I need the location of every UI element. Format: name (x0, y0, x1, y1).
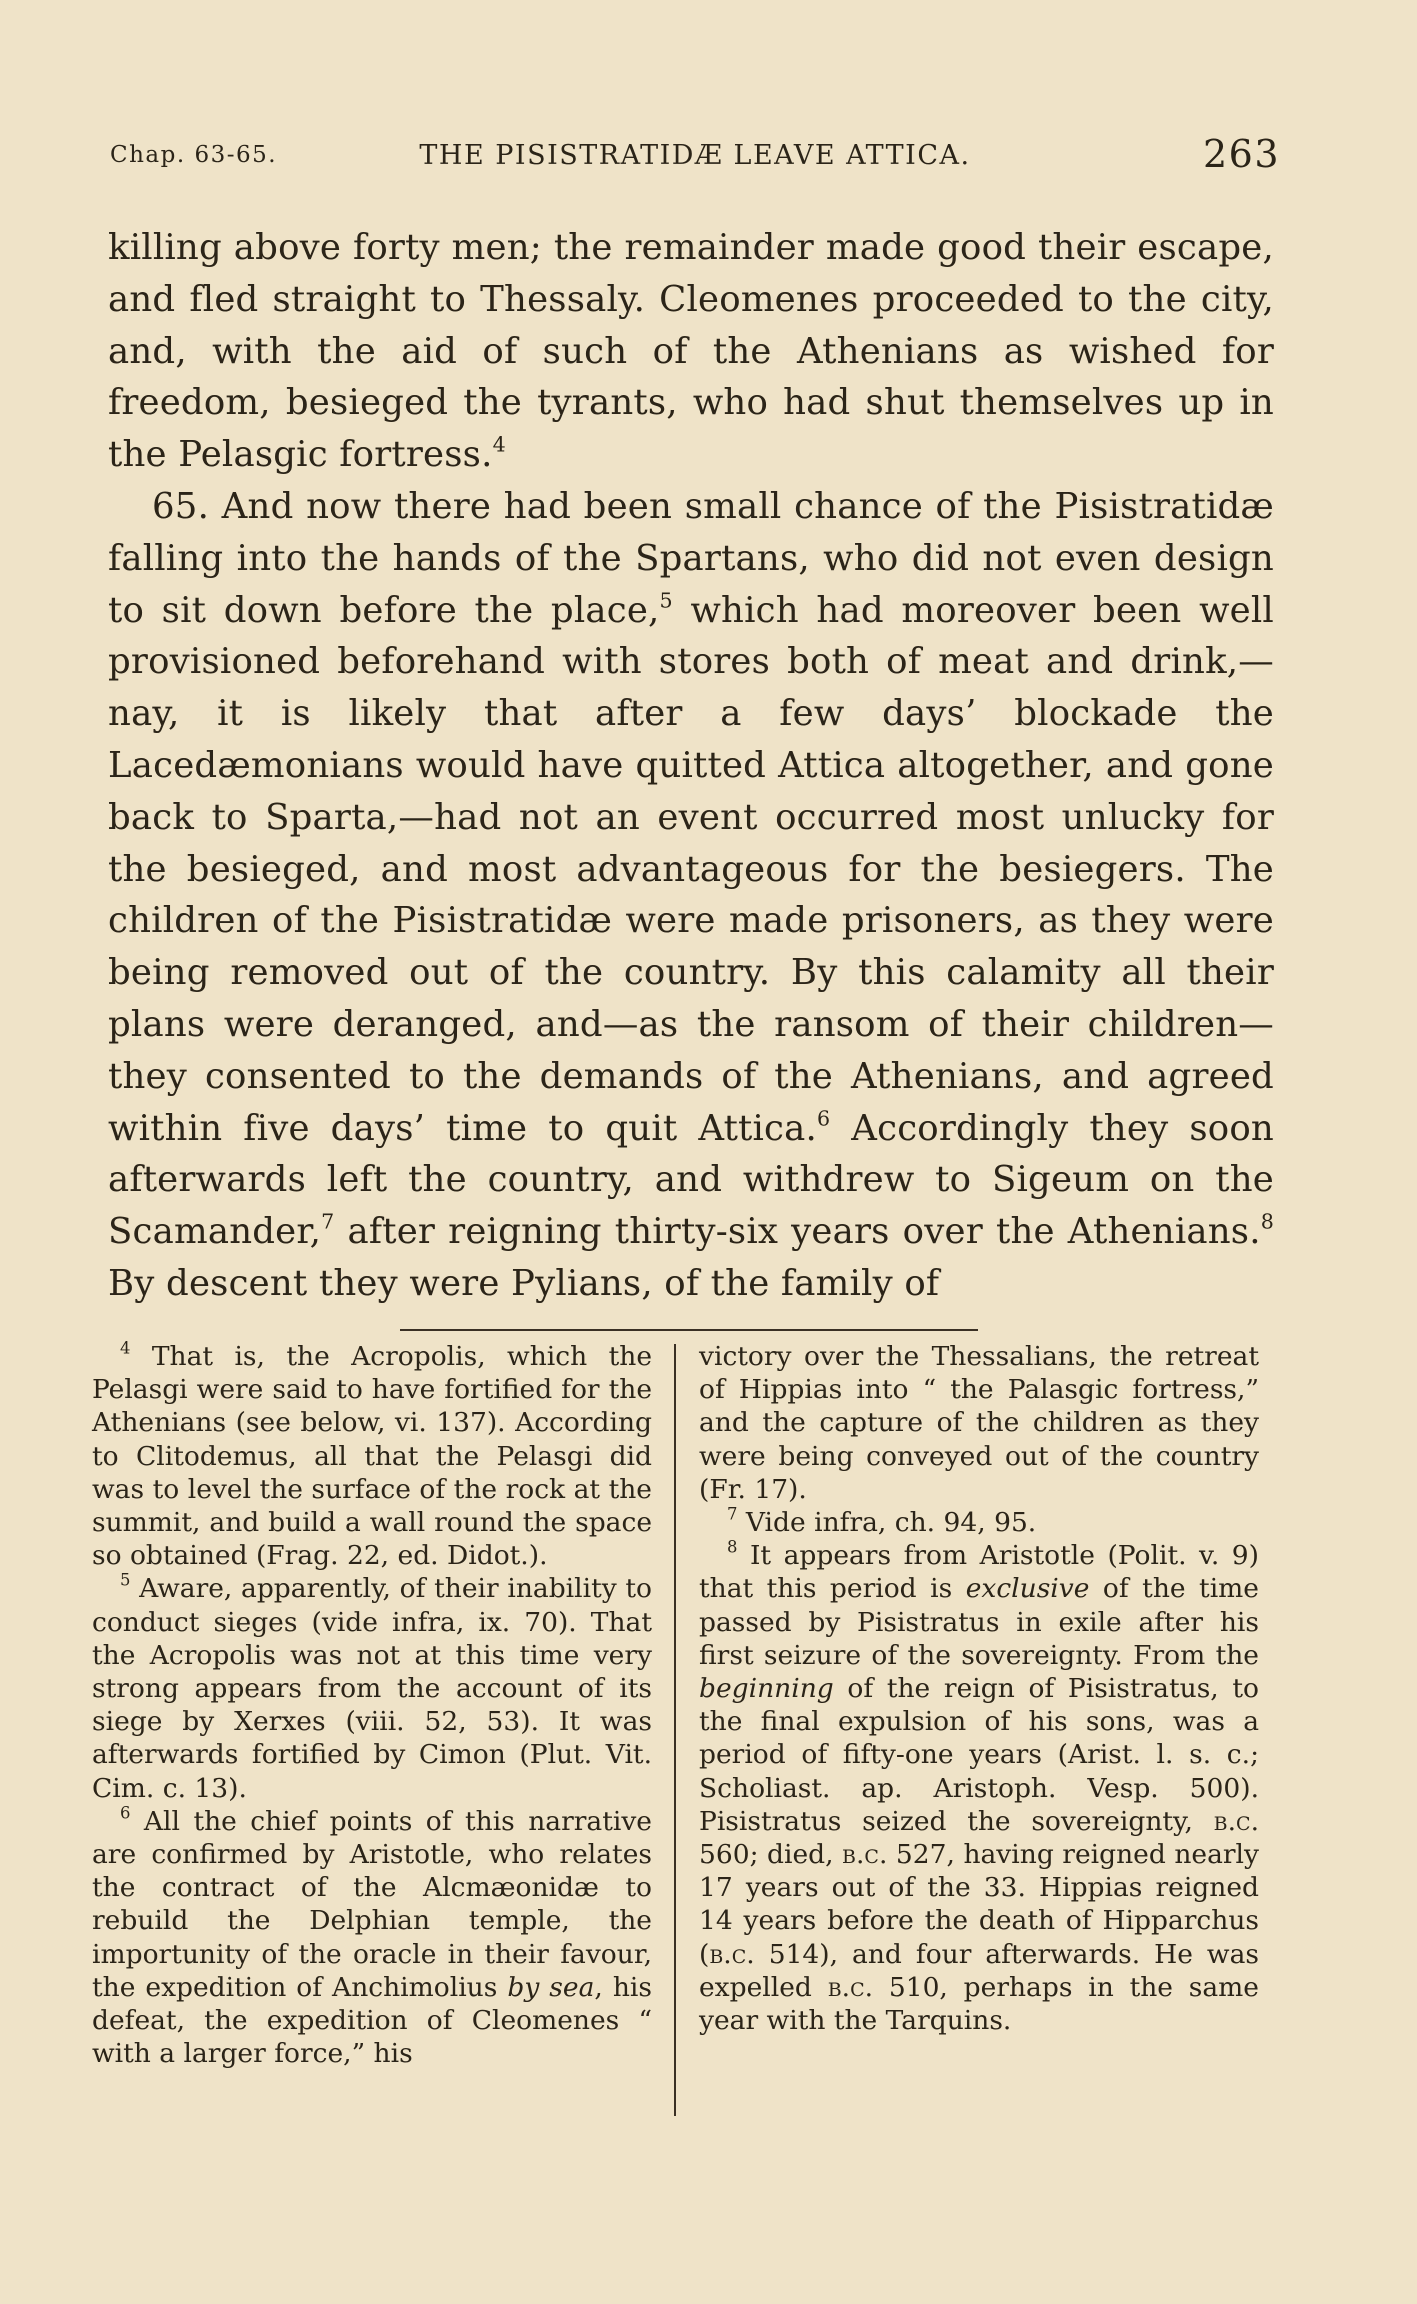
paragraph-text: which had moreover been well provisioned beforehand with stores both of meat and drink,—nay, it is likely that after a few days’ blockade the Lacedæmonians would have quitted Attica altogether, and gone back to Sparta,—had not an event occurred most unlucky for the besieged, and most advantageous for the besiegers. The children of the Pisistratidæ were made prisoners, as they were being removed out of the country. By this calamity all their plans were deranged, and—as the ransom of their children—they consented to the demands of the Athenians, and agreed within five days’ time to quit Attica. (108, 589, 1274, 1149)
main-text (108, 222, 1274, 1310)
footnote-italic: by sea (507, 1971, 595, 2003)
footnote-text: of the reign of Pisistratus, to the final expulsion of his sons, was a period of fifty-one years (Arist. l. s. c.; Scholiast. ap. Aristoph. Vesp. 500). Pisistratus seized the sovereignty, (699, 1673, 1259, 1837)
paragraph-continued (108, 222, 1274, 481)
paragraph-text: 65. And now there had been small chance of the Pisistratidæ falling into the hands of the Spartans, who did not even design to sit down before the place, (108, 485, 1274, 631)
footnote-ref: 7 (321, 1209, 335, 1234)
footnote-text: victory over the Thessalians, the retreat of Hippias into “ the Palasgic fortress,” and the capture of the children as they were being conveyed out of the country (Fr. 17). (699, 1341, 1259, 1505)
footnote-ref: 8 (1260, 1209, 1274, 1234)
footnote-text: of the time passed by Pisistratus in exile after his first seizure of the sovereignty. From the (699, 1573, 1259, 1671)
footnote-5 (92, 1572, 652, 1804)
era-abbreviation: b.c. (842, 1839, 888, 1871)
footnote-number: 6 (120, 1803, 131, 1823)
footnote-ref: 6 (816, 1106, 831, 1131)
footnote-text: It appears from Aristotle (Polit. v. 9) that this period is (699, 1540, 1259, 1605)
column-divider (674, 1344, 676, 2116)
paragraph-text: By descent they were Pylians, of the family of (108, 1262, 940, 1304)
footnote-ref: 4 (492, 432, 506, 457)
footnote-italic: exclusive (965, 1573, 1090, 1605)
page-number: 263 (1202, 132, 1280, 176)
footnote-text: 560; died, (699, 1839, 843, 1871)
paragraph-65 (108, 481, 1274, 1310)
footnote-6 (92, 1805, 652, 2071)
footnote-4 (92, 1340, 652, 1572)
running-title: THE PISISTRATIDÆ LEAVE ATTICA. (419, 140, 971, 171)
footnote-6-continued (699, 1340, 1259, 1506)
footnote-text: That is, the Acropolis, which the Pelasgi were said to have fortified for the Athenians (see below, vi. 137). According to Clitodemus, all that the Pelasgi did was to level the surface of the rock at the summit, and build a wall round the space so obtained (Frag. 22, ed. Didot.). (92, 1341, 652, 1572)
footnote-number: 7 (727, 1504, 738, 1524)
footnote-text: Vide infra, ch. 94, 95. (737, 1507, 1037, 1539)
paragraph-text: Accordingly they soon afterwards left the country, and withdrew to Sigeum on the Scamander, (108, 1107, 1274, 1253)
footnote-text: Aware, apparently, of their inability to conduct sieges (vide infra, ix. 70). That the Acropolis was not at this time very strong appears from the account of its siege by Xerxes (viii. 52, 53). It was afterwards fortified by Cimon (Plut. Vit. Cim. c. 13). (92, 1573, 652, 1804)
footnote-8 (699, 1539, 1259, 2037)
era-abbreviation: b.c. (827, 1971, 874, 2003)
footnote-italic: beginning (699, 1673, 834, 1705)
footnote-rule (400, 1329, 978, 1331)
footnote-text: 527, having reigned nearly 17 years out of the 33. Hippias reigned 14 years before the death of Hipparchus ( (699, 1839, 1259, 1970)
running-header (110, 132, 1280, 178)
footnote-7 (699, 1506, 1259, 1539)
footnote-text: 514), and four afterwards. He was expelled (699, 1938, 1259, 2003)
footnotes-left-column (92, 1340, 652, 2070)
footnote-number: 8 (727, 1537, 738, 1557)
era-abbreviation: b.c. (1213, 1805, 1259, 1837)
paragraph-text: killing above forty men; the remainder made good their escape, and fled straight to Thessaly. Cleomenes proceeded to the city, and, with the aid of such of the Athenians as wished for freedom, besieged the tyrants, who had shut themselves up in the Pelasgic fortress. (108, 227, 1274, 476)
era-abbreviation: b.c. (709, 1938, 755, 1970)
footnotes-right-column (699, 1340, 1259, 2037)
paragraph-text: after reigning thirty-six years over the Athenians. (334, 1211, 1261, 1253)
footnote-number: 5 (120, 1570, 131, 1590)
footnote-text: All the chief points of this narrative are confirmed by Aristotle, who relates the contract of the Alcmæonidæ to rebuild the Delphian temple, the importunity of the oracle in their favour, the expedition of Anchimolius (92, 1805, 652, 2003)
footnote-number: 4 (120, 1338, 131, 1358)
footnote-text: , his defeat, the expedition of Cleomenes “ with a larger force,” his (92, 1971, 652, 2070)
footnote-text: 510, perhaps in the same year with the Tarquins. (699, 1971, 1259, 2037)
chapter-reference: Chap. 63-65. (110, 142, 278, 168)
footnote-ref: 5 (659, 588, 673, 613)
